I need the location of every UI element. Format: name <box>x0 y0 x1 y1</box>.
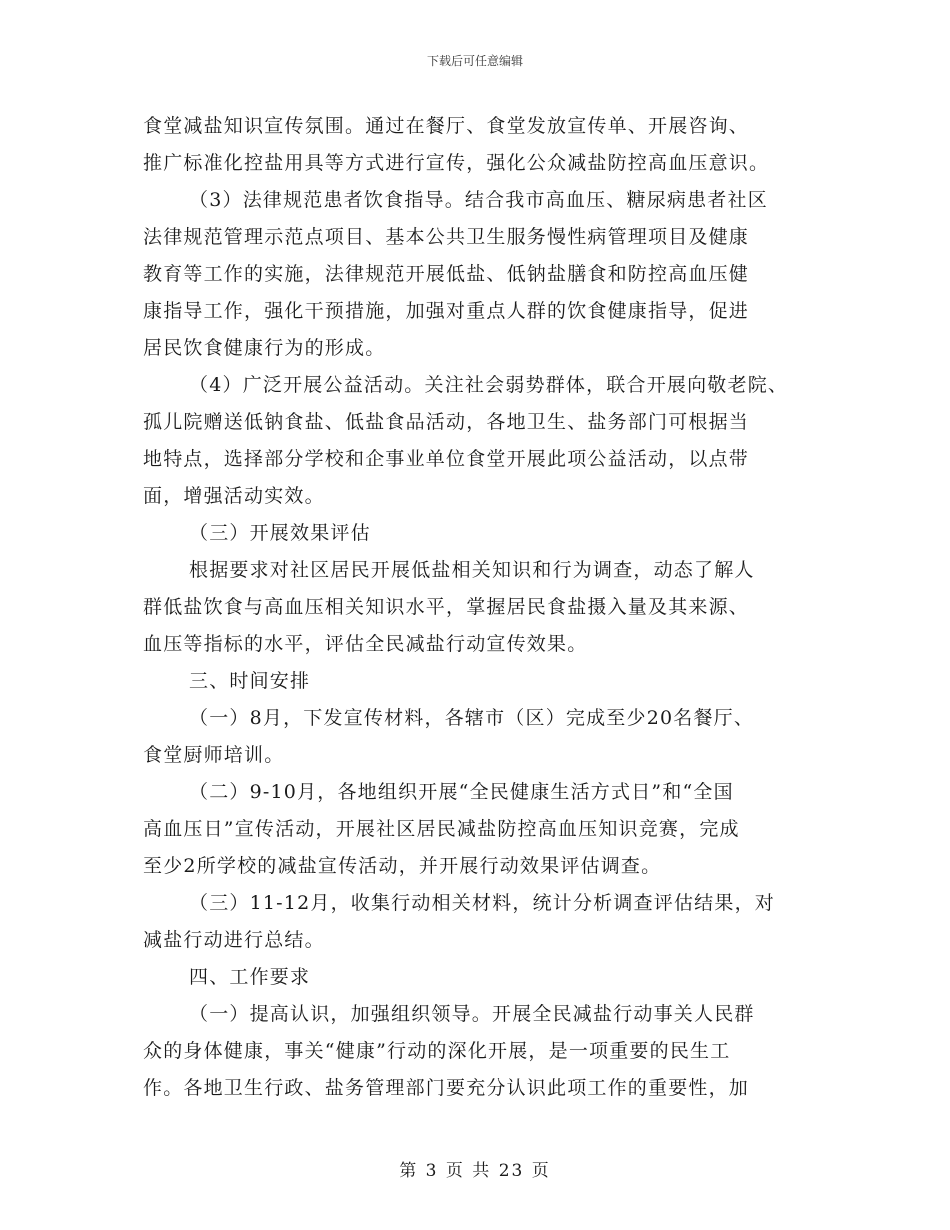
text-line: （一）8月，下发宣传材料，各辖市（区）完成至少20名餐厅、 <box>189 707 755 729</box>
text-line: 食堂厨师培训。 <box>143 744 285 766</box>
text-line: 居民饮食健康行为的形成。 <box>143 337 386 359</box>
text-line: 食堂减盐知识宣传氛围。通过在餐厅、食堂发放宣传单、开展咨询、 <box>143 115 750 137</box>
text-line: 至少2所学校的减盐宣传活动，并开展行动效果评估调查。 <box>143 855 662 877</box>
text-line: 地特点，选择部分学校和企事业单位食堂开展此项公益活动，以点带 <box>143 448 750 470</box>
text-line: （三）11-12月，收集行动相关材料，统计分析调查评估结果，对 <box>189 892 775 914</box>
text-line: 群低盐饮食与高血压相关知识水平，掌握居民食盐摄入量及其来源、 <box>143 596 750 618</box>
text-line: 减盐行动进行总结。 <box>143 929 325 951</box>
text-line: 三、时间安排 <box>189 670 311 692</box>
text-line: （3）法律规范患者饮食指导。结合我市高血压、糖尿病患者社区 <box>189 189 768 211</box>
text-line: 法律规范管理示范点项目、基本公共卫生服务慢性病管理项目及健康 <box>143 226 750 248</box>
text-line: 四、工作要求 <box>189 966 311 988</box>
text-line: （三）开展效果评估 <box>189 522 371 544</box>
text-line: （二）9-10月，各地组织开展“全民健康生活方式日”和“全国 <box>189 781 734 803</box>
page-header: 下载后可任意编辑 <box>426 54 523 68</box>
body-text <box>143 108 823 1107</box>
text-line: 作。各地卫生行政、盐务管理部门要充分认识此项工作的重要性，加 <box>143 1077 750 1099</box>
text-line: 孤儿院赠送低钠食盐、低盐食品活动，各地卫生、盐务部门可根据当 <box>143 411 750 433</box>
text-line: （一）提高认识，加强组织领导。开展全民减盐行动事关人民群 <box>189 1003 755 1025</box>
text-line: 推广标准化控盐用具等方式进行宣传，强化公众减盐防控高血压意识。 <box>143 152 770 174</box>
text-line: 根据要求对社区居民开展低盐相关知识和行为调查，动态了解人 <box>189 559 755 581</box>
text-line: 面，增强活动实效。 <box>143 485 325 507</box>
text-line: 康指导工作，强化干预措施，加强对重点人群的饮食健康指导，促进 <box>143 300 750 322</box>
text-line: 教育等工作的实施，法律规范开展低盐、低钠盐膳食和防控高血压健 <box>143 263 750 285</box>
text-line: 高血压日”宣传活动，开展社区居民减盐防控高血压知识竞赛，完成 <box>143 818 740 840</box>
text-line: （4）广泛开展公益活动。关注社会弱势群体，联合开展向敬老院、 <box>189 374 789 396</box>
text-line: 血压等指标的水平，评估全民减盐行动宣传效果。 <box>143 633 588 655</box>
page-footer: 第 3 页 共 23 页 <box>399 1161 551 1181</box>
text-line: 众的身体健康，事关“健康”行动的深化开展，是一项重要的民生工 <box>143 1040 731 1062</box>
